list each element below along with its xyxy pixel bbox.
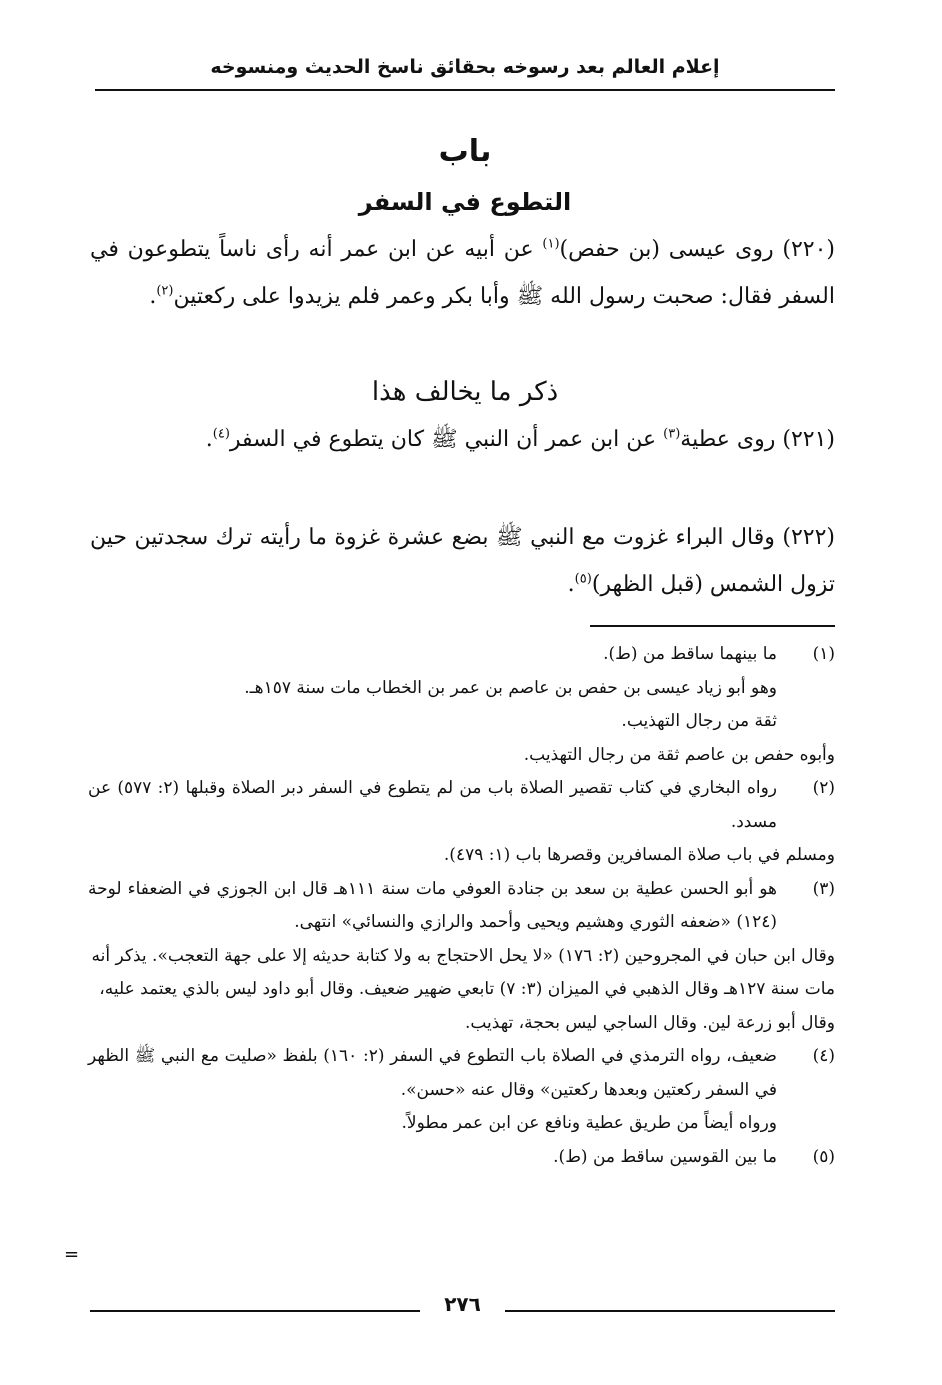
- footnote-ref-1: (١): [542, 236, 560, 252]
- footnote-line: ومسلم في باب صلاة المسافرين وقصرها باب (١: ٤٧٩).: [443, 845, 835, 865]
- hadith-220-end: .: [149, 284, 157, 309]
- hadith-222-text: (٢٢٢) وقال البراء غزوت مع النبي ﷺ بضع عشرة غزوة ما رأيته ترك سجدتين حين تزول الشمس (قبل الظهر): [90, 525, 835, 597]
- footnote-ref-2: (٢): [156, 283, 174, 299]
- hadith-221-lead: (٢٢١) روى عطية: [680, 427, 835, 452]
- footnote-line: ورواه أيضاً من طريق عطية ونافع عن ابن عمر مطولاً.: [401, 1113, 777, 1133]
- hadith-222: [90, 514, 835, 608]
- continuation-mark: =: [64, 1244, 80, 1265]
- hadith-221-text: عن ابن عمر أن النبي ﷺ كان يتطوع في السفر: [229, 427, 664, 452]
- footnote-number: (٣): [812, 878, 835, 899]
- footnote-line: ضعيف، رواه الترمذي في الصلاة باب التطوع في السفر (٢: ١٦٠) بلفظ «صليت مع النبي ﷺ الظهر في السفر ركعتين وبعدها ركعتين» وقال عنه «حسن».: [88, 1046, 777, 1100]
- footnote-body: [88, 873, 777, 940]
- hadith-220: [90, 226, 835, 320]
- page-footer: [90, 1292, 835, 1322]
- footnote-body: [88, 638, 777, 739]
- chapter-subtitle: التطوع في السفر: [358, 188, 572, 216]
- footnote-number: (٢): [812, 778, 835, 798]
- footnote-ref-5: (٥): [574, 571, 592, 587]
- chapter-title: باب: [438, 134, 492, 169]
- page-number: ٢٧٦: [444, 1292, 481, 1316]
- footnote-line: وهو أبو زياد عيسى بن حفص بن عاصم بن عمر بن الخطاب مات سنة ١٥٧هـ.: [244, 677, 777, 698]
- footnote-body: [88, 1141, 777, 1175]
- footer-rule-right: [505, 1310, 835, 1312]
- footnote-4: [88, 1040, 835, 1141]
- footnote-separator: [590, 625, 835, 627]
- footnote-line: وقال ابن حبان في المجروحين (٢: ١٧٦) «لا يحل الاحتجاج به ولا كتابة حديثه إلا على جهة التعجب». يذكر أنه مات سنة ١٢٧هـ وقال الذهبي في الميزان (٣: ٧) تابعي ضهير ضعيف. وقال أبو داود ليس بالذي يعتمد عليه، وقال أبو زرعة لين. وقال الساجي ليس بحجة، تهذيب.: [91, 945, 835, 1033]
- footnote-5: [88, 1141, 835, 1175]
- footnote-number: (١): [812, 644, 835, 664]
- hadith-222-end: .: [567, 572, 575, 597]
- footnote-2: [88, 772, 835, 839]
- footnote-ref-4: (٤): [212, 426, 230, 442]
- header-rule: [95, 89, 835, 91]
- hadith-221-end: .: [205, 427, 213, 452]
- hadith-220-text: عن أبيه عن ابن عمر أنه رأى ناساً يتطوعون في السفر فقال: صحبت رسول الله ﷺ وأبا بكر وعمر فلم يزيدوا على ركعتين: [90, 237, 835, 309]
- footnote-number: (٥): [812, 1146, 835, 1167]
- footnote-1: [88, 638, 835, 739]
- hadith-221: [90, 416, 835, 463]
- footnote-number: (٤): [812, 1046, 835, 1066]
- footnote-line: هو أبو الحسن عطية بن سعد بن جنادة العوفي مات سنة ١١١هـ قال ابن الجوزي في الضعفاء لوحة (١٢٤) «ضعفه الثوري وهشيم ويحيى وأحمد والرازي والنسائي» انتهى.: [88, 878, 777, 932]
- footnote-3: [88, 873, 835, 940]
- footnotes: [88, 638, 835, 1174]
- running-head: إعلام العالم بعد رسوخه بحقائق ناسخ الحديث ومنسوخه: [210, 56, 720, 78]
- hadith-220-lead: (٢٢٠) روى عيسى (بن حفص): [559, 237, 835, 262]
- footnote-body: [88, 1040, 777, 1141]
- section-heading: ذكر ما يخالف هذا: [371, 377, 559, 407]
- footnote-line: وأبوه حفص بن عاصم ثقة من رجال التهذيب.: [523, 744, 835, 765]
- footnote-line: ما بينهما ساقط من (ط).: [603, 644, 777, 664]
- footnote-body: [88, 772, 777, 839]
- footnote-line: ما بين القوسين ساقط من (ط).: [553, 1146, 777, 1167]
- footnote-line: رواه البخاري في كتاب تقصير الصلاة باب من لم يتطوع في السفر دبر الصلاة وقبلها (٢: ٥٧٧) عن مسدد.: [88, 778, 777, 832]
- footnote-line: ثقة من رجال التهذيب.: [621, 711, 777, 731]
- footnote-ref-3: (٣): [663, 426, 681, 442]
